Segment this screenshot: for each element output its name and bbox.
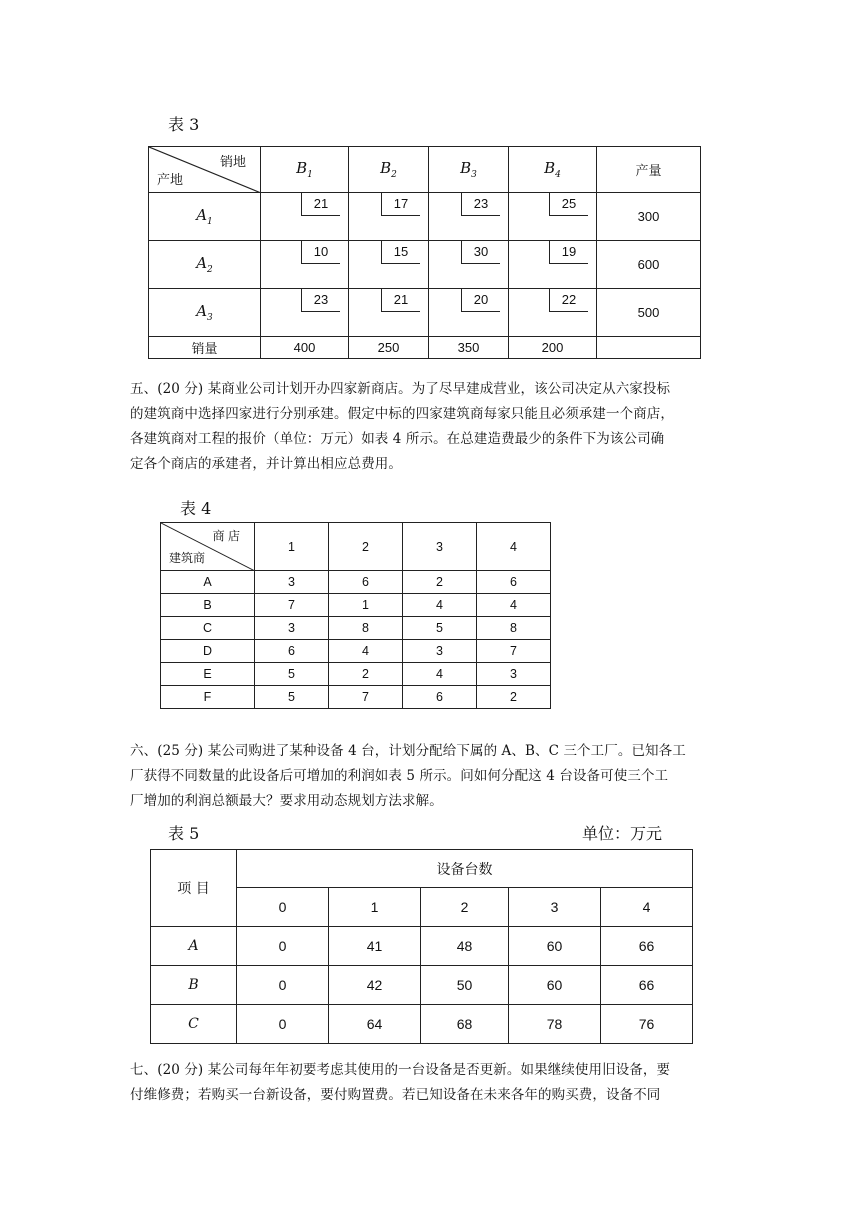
problem6-line: 厂获得不同数量的此设备后可增加的利润如表 5 所示。问如何分配这 4 台设备可使三个工 xyxy=(130,768,669,784)
output-cell: 500 xyxy=(597,289,701,337)
table3-row-a2: $A_2$ xyxy=(149,241,261,289)
table-cell: 4 xyxy=(403,594,477,617)
sales-cell: 200 xyxy=(509,337,597,359)
table4-corner-bottom: 建筑商 xyxy=(169,551,206,565)
row-label: C xyxy=(161,617,255,640)
table5 xyxy=(150,849,693,1044)
sales-cell: 400 xyxy=(261,337,349,359)
problem5-text xyxy=(130,377,750,477)
table-cell xyxy=(509,193,597,241)
table-cell xyxy=(349,289,429,337)
table5-col: 3 xyxy=(509,888,601,927)
table-cell: 5 xyxy=(403,617,477,640)
table-row xyxy=(149,193,701,241)
table-cell: 7 xyxy=(477,640,551,663)
cost-box: 25 xyxy=(549,193,588,216)
table5-group-header: 设备台数 xyxy=(237,850,693,888)
table-cell: 64 xyxy=(329,1005,421,1044)
row-label: B xyxy=(151,966,237,1005)
problem7-line: 付维修费；若购买一台新设备，要付购置费。若已知设备在未来各年的购买费，设备不同 xyxy=(130,1087,661,1103)
table4-col: 1 xyxy=(255,523,329,571)
table-cell xyxy=(261,193,349,241)
table-cell: 50 xyxy=(421,966,509,1005)
problem6-line: 六、(25 分) 某公司购进了某种设备 4 台，计划分配给下属的 A、B、C 三个工厂。已知各工 xyxy=(130,743,686,759)
table3-corner-bottom: 产地 xyxy=(157,172,184,187)
table3-col-b4: $B_4$ xyxy=(509,147,597,193)
table-cell: 4 xyxy=(477,594,551,617)
table-cell xyxy=(261,241,349,289)
table4 xyxy=(160,522,551,709)
table3-col-b1: $B_1$ xyxy=(261,147,349,193)
table-cell: 2 xyxy=(403,571,477,594)
table-cell: 5 xyxy=(255,686,329,709)
table-cell: 76 xyxy=(601,1005,693,1044)
cost-box: 21 xyxy=(301,193,340,216)
table3-col-b3: $B_3$ xyxy=(429,147,509,193)
sales-cell-empty xyxy=(597,337,701,359)
table5-col: 1 xyxy=(329,888,421,927)
table-cell: 2 xyxy=(329,663,403,686)
table5-unit: 单位：万元 xyxy=(582,824,663,843)
table-cell: 3 xyxy=(255,617,329,640)
problem7-text xyxy=(130,1058,750,1108)
cost-box: 19 xyxy=(549,241,588,264)
table-cell: 3 xyxy=(403,640,477,663)
table3-corner-top: 销地 xyxy=(219,154,246,169)
problem6-line: 厂增加的利润总额最大？要求用动态规划方法求解。 xyxy=(130,793,443,809)
sales-cell: 350 xyxy=(429,337,509,359)
cost-box: 21 xyxy=(381,289,420,312)
output-cell: 300 xyxy=(597,193,701,241)
table-row xyxy=(161,686,551,709)
table-cell: 60 xyxy=(509,966,601,1005)
table5-col: 0 xyxy=(237,888,329,927)
table-row xyxy=(151,927,693,966)
table-cell: 6 xyxy=(477,571,551,594)
table-cell: 0 xyxy=(237,966,329,1005)
row-label: A xyxy=(161,571,255,594)
table-cell xyxy=(509,241,597,289)
table-cell xyxy=(349,241,429,289)
table-cell: 0 xyxy=(237,1005,329,1044)
cost-box: 20 xyxy=(461,289,500,312)
table3-col-output: 产量 xyxy=(597,147,701,193)
table3 xyxy=(148,146,701,359)
table-cell: 1 xyxy=(329,594,403,617)
sales-cell: 250 xyxy=(349,337,429,359)
table-cell xyxy=(349,193,429,241)
table-cell: 42 xyxy=(329,966,421,1005)
table4-corner xyxy=(161,523,255,571)
table-cell: 6 xyxy=(255,640,329,663)
table4-corner-top: 商 店 xyxy=(212,529,240,543)
table3-col-b2: $B_2$ xyxy=(349,147,429,193)
table-row xyxy=(161,617,551,640)
table5-item-label: 项 目 xyxy=(151,850,237,927)
table-cell: 3 xyxy=(477,663,551,686)
table-cell: 3 xyxy=(255,571,329,594)
table-cell: 4 xyxy=(403,663,477,686)
table-cell: 6 xyxy=(403,686,477,709)
table-cell: 66 xyxy=(601,966,693,1005)
table-cell xyxy=(429,289,509,337)
table-cell: 48 xyxy=(421,927,509,966)
cost-box: 17 xyxy=(381,193,420,216)
table-row xyxy=(151,966,693,1005)
table-cell: 8 xyxy=(477,617,551,640)
cost-box: 23 xyxy=(301,289,340,312)
table-cell xyxy=(509,289,597,337)
table3-corner xyxy=(149,147,261,193)
cost-box: 30 xyxy=(461,241,500,264)
table4-col: 2 xyxy=(329,523,403,571)
table-cell: 66 xyxy=(601,927,693,966)
table-row xyxy=(149,337,701,359)
table-cell: 68 xyxy=(421,1005,509,1044)
cost-box: 22 xyxy=(549,289,588,312)
table-cell: 41 xyxy=(329,927,421,966)
table-cell: 0 xyxy=(237,927,329,966)
table5-caption: 表 5 xyxy=(168,824,200,843)
table-cell: 5 xyxy=(255,663,329,686)
problem5-line: 的建筑商中选择四家进行分别承建。假定中标的四家建筑商每家只能且必须承建一个商店， xyxy=(130,406,674,422)
table-row xyxy=(161,640,551,663)
row-label: C xyxy=(151,1005,237,1044)
table-row xyxy=(161,571,551,594)
table4-col: 3 xyxy=(403,523,477,571)
cost-box: 10 xyxy=(301,241,340,264)
row-label: B xyxy=(161,594,255,617)
problem5-line: 各建筑商对工程的报价（单位：万元）如表 4 所示。在总建造费最少的条件下为该公司确 xyxy=(130,431,665,447)
table-cell: 6 xyxy=(329,571,403,594)
row-label: E xyxy=(161,663,255,686)
table-cell: 4 xyxy=(329,640,403,663)
table-row xyxy=(151,1005,693,1044)
table-cell: 8 xyxy=(329,617,403,640)
table-cell xyxy=(429,241,509,289)
table3-row-a1: $A_1$ xyxy=(149,193,261,241)
cost-box: 15 xyxy=(381,241,420,264)
table-cell: 60 xyxy=(509,927,601,966)
table-cell: 78 xyxy=(509,1005,601,1044)
row-label: F xyxy=(161,686,255,709)
table-row xyxy=(149,241,701,289)
table3-caption: 表 3 xyxy=(168,115,200,134)
table-row xyxy=(161,594,551,617)
table3-sales-label: 销量 xyxy=(149,337,261,359)
output-cell: 600 xyxy=(597,241,701,289)
cost-box: 23 xyxy=(461,193,500,216)
table4-caption: 表 4 xyxy=(180,499,212,518)
row-label: D xyxy=(161,640,255,663)
row-label: A xyxy=(151,927,237,966)
table-cell: 7 xyxy=(329,686,403,709)
table3-row-a3: $A_3$ xyxy=(149,289,261,337)
table-row xyxy=(149,289,701,337)
problem7-line: 七、(20 分) 某公司每年年初要考虑其使用的一台设备是否更新。如果继续使用旧设备，要 xyxy=(130,1062,671,1078)
table4-col: 4 xyxy=(477,523,551,571)
table-row xyxy=(161,663,551,686)
table-cell: 2 xyxy=(477,686,551,709)
table5-col: 4 xyxy=(601,888,693,927)
table-cell xyxy=(429,193,509,241)
problem5-line: 五、(20 分) 某商业公司计划开办四家新商店。为了尽早建成营业，该公司决定从六家投标 xyxy=(130,381,671,397)
problem6-text xyxy=(130,739,750,814)
table-cell xyxy=(261,289,349,337)
table5-col: 2 xyxy=(421,888,509,927)
problem5-line: 定各个商店的承建者，并计算出相应总费用。 xyxy=(130,456,402,472)
table-cell: 7 xyxy=(255,594,329,617)
